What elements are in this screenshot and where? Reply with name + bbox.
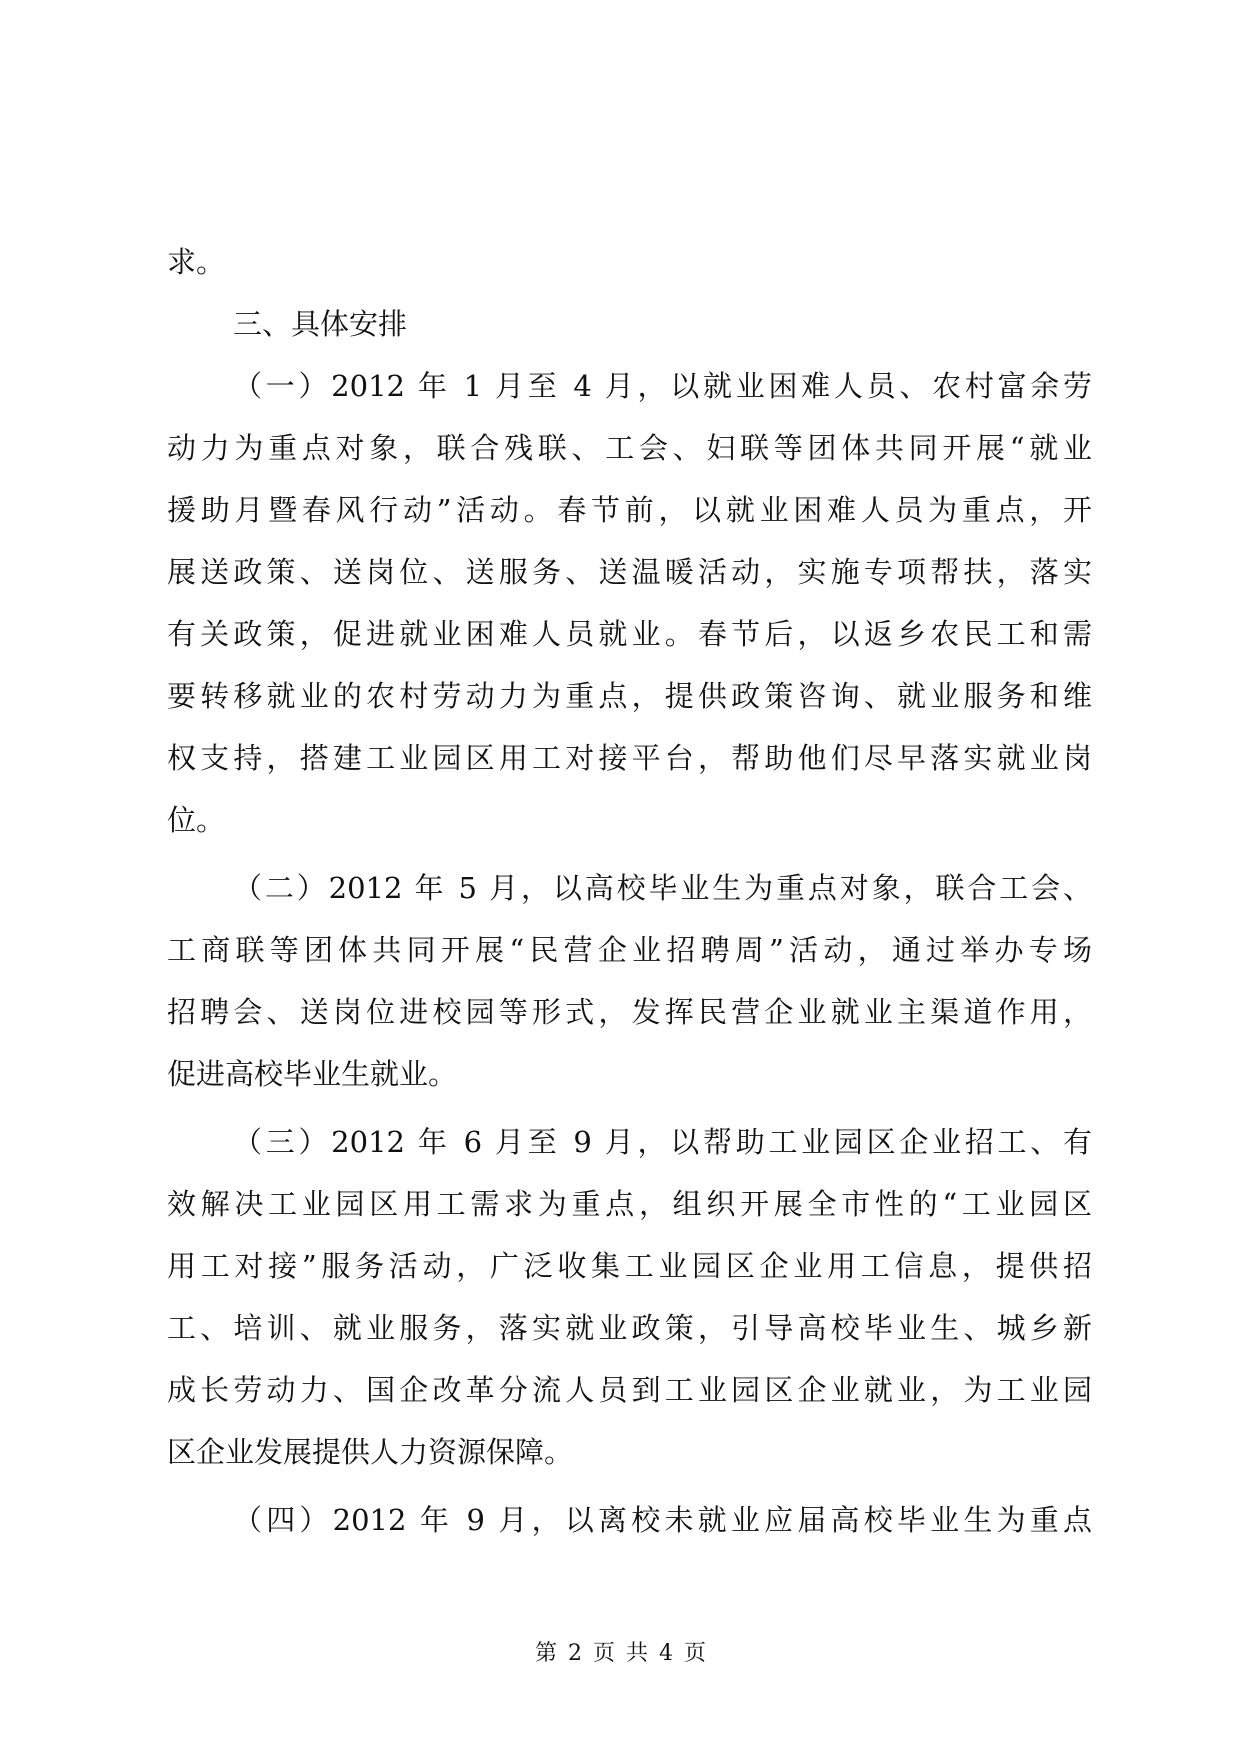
paragraph-line: 效解决工业园区用工需求为重点，组织开展全市性的“工业园区 xyxy=(167,1187,1092,1221)
paragraph-line: 展送政策、送岗位、送服务、送温暖活动，实施专项帮扶，落实 xyxy=(167,555,1092,589)
paragraph-line: （三）2012 年 6 月至 9 月，以帮助工业园区企业招工、有 xyxy=(233,1125,1092,1159)
paragraph-line: 成长劳动力、国企改革分流人员到工业园区企业就业，为工业园 xyxy=(167,1373,1092,1407)
paragraph-line: 促进高校毕业生就业。 xyxy=(167,1057,458,1091)
paragraph-line: 招聘会、送岗位进校园等形式，发挥民营企业就业主渠道作用， xyxy=(167,995,1092,1029)
paragraph-line: 有关政策，促进就业困难人员就业。春节后，以返乡农民工和需 xyxy=(167,617,1092,651)
paragraph-line: 要转移就业的农村劳动力为重点，提供政策咨询、就业服务和维 xyxy=(167,679,1092,713)
paragraph-line: 权支持，搭建工业园区用工对接平台，帮助他们尽早落实就业岗 xyxy=(167,741,1092,775)
paragraph-line: 援助月暨春风行动”活动。春节前，以就业困难人员为重点，开 xyxy=(167,493,1092,527)
paragraph-line: 求。 xyxy=(167,245,226,279)
paragraph-line: 位。 xyxy=(167,803,226,837)
paragraph-line: 动力为重点对象，联合残联、工会、妇联等团体共同开展“就业 xyxy=(167,431,1092,465)
paragraph-line: 区企业发展提供人力资源保障。 xyxy=(167,1435,574,1469)
paragraph-line: 工商联等团体共同开展“民营企业招聘周”活动，通过举办专场 xyxy=(167,933,1092,967)
paragraph-line: （一）2012 年 1 月至 4 月，以就业困难人员、农村富余劳 xyxy=(233,369,1092,403)
paragraph-line: 用工对接”服务活动，广泛收集工业园区企业用工信息，提供招 xyxy=(167,1249,1092,1283)
paragraph-line: （四）2012 年 9 月，以离校未就业应届高校毕业生为重点 xyxy=(233,1503,1092,1537)
page-footer: 第 2 页 共 4 页 xyxy=(535,1641,706,1666)
paragraph-line: 工、培训、就业服务，落实就业政策，引导高校毕业生、城乡新 xyxy=(167,1311,1092,1345)
section-heading: 三、具体安排 xyxy=(233,307,408,341)
paragraph-line: （二）2012 年 5 月，以高校毕业生为重点对象，联合工会、 xyxy=(233,871,1092,905)
